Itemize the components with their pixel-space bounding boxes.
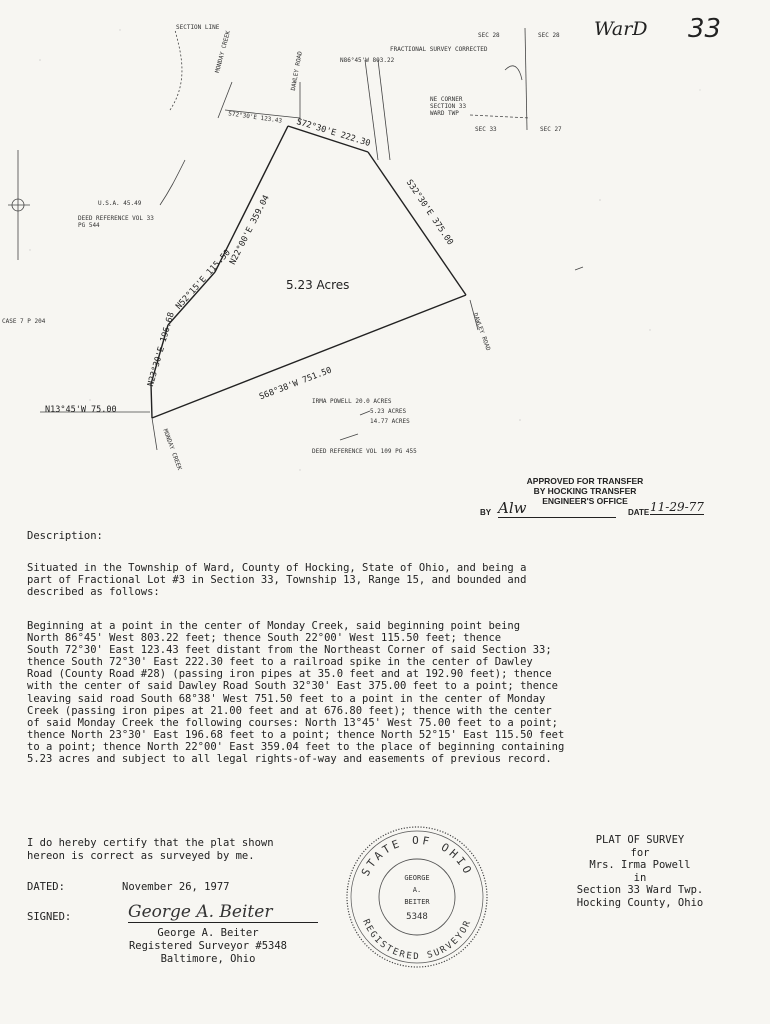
desc-line: of said Monday Creek the following courses: North 13°45' West 75.00 feet to a point;	[27, 716, 559, 729]
case-ref-label: CASE 7 P 204	[2, 318, 46, 325]
desc-line: to a point; thence North 22°00' East 359.04 feet to the place of beginning containing	[27, 740, 565, 753]
surveyor-title: Registered Surveyor #5348	[128, 940, 288, 952]
section-label-33: SEC 33	[475, 126, 497, 133]
sheet-number: 33	[688, 14, 722, 44]
desc-line: part of Fractional Lot #3 in Section 33, Township 13, Range 15, and bounded and	[27, 574, 527, 587]
ward-heading: WarD	[594, 18, 648, 40]
leader-acreage-2	[340, 434, 358, 440]
surveyor-seal	[342, 822, 492, 972]
approval-date-label: DATE	[628, 508, 650, 517]
desc-line: leaving said road South 68°38' West 751.50 feet to a point in the center of Monday	[27, 692, 546, 705]
deed-ref-west-label: DEED REFERENCE VOL 33 PG 544	[78, 215, 154, 229]
east-boundary-line	[368, 152, 466, 295]
section-line-label: SECTION LINE	[176, 24, 220, 31]
west-lower-bearing: N23°30'E 196.68	[146, 311, 177, 388]
approval-signature: Alw	[498, 499, 616, 518]
leader-fractional	[505, 66, 522, 80]
cert-line-2: hereon is correct as surveyed by me.	[27, 850, 255, 862]
dawley-road-label-south: DAWLEY ROAD	[471, 312, 492, 352]
monday-creek-south	[152, 418, 157, 450]
desc-line: South 72°30' East 123.43 feet distant from the Northeast Corner of said Section 33;	[27, 644, 552, 657]
monday-creek-label-top: MONDAY CREEK	[214, 30, 232, 74]
section-label-28b: SEC 28	[538, 32, 560, 39]
seal-center-line-2: A.	[412, 886, 422, 894]
leader-acreage	[360, 411, 370, 415]
south-line-bearing: S68°38'W 751.50	[258, 365, 334, 403]
plat-of-line-1: PLAT OF SURVEY	[595, 834, 685, 846]
north-line-bearing: S72°30'E 222.30	[295, 117, 372, 150]
dawley-road-label-top: DAWLEY ROAD	[290, 50, 304, 92]
creek-tie-bearing: N13°45'W 75.00	[45, 405, 117, 415]
desc-line: North 86°45' West 803.22 feet; thence South 22°00' West 115.50 feet; thence	[27, 632, 502, 645]
section-label-28a: SEC 28	[478, 32, 500, 39]
desc-line: described as follows:	[27, 586, 160, 599]
plat-of-survey-block	[560, 834, 720, 909]
section-label-27: SEC 27	[540, 126, 562, 133]
seal-center-line-1: GEORGE	[404, 874, 430, 882]
plat-of-line-5: Section 33 Ward Twp.	[576, 884, 704, 896]
usa-leader	[160, 160, 185, 205]
cert-line-1: I do hereby certify that the plat shown	[27, 837, 274, 849]
acreage-note-2: 5.23 ACRES	[370, 408, 407, 415]
desc-line: thence South 72°30' East 222.30 feet to a railroad spike in the center of Dawley	[27, 656, 533, 669]
desc-line: Road (County Road #28) (passing iron pipes at 35.0 feet and at 192.90 feet); thence	[27, 668, 552, 681]
desc-line: thence North 23°30' East 196.68 feet to a point; thence North 52°15' East 115.50 feet	[27, 728, 565, 741]
section-line-east	[525, 28, 527, 130]
surveyor-block	[108, 927, 308, 966]
acreage-note-3: 14.77 ACRES	[370, 418, 410, 425]
seal-top-text: STATE OF OHIO	[358, 834, 476, 879]
acreage-label: 5.23 Acres	[286, 278, 350, 292]
deed-ref-south-label: DEED REFERENCE VOL 109 PG 455	[312, 448, 417, 455]
south-boundary-line	[152, 295, 466, 418]
fractional-survey-label: FRACTIONAL SURVEY CORRECTED	[390, 46, 488, 53]
plat-of-line-2: for	[630, 846, 650, 859]
description-paragraph-1	[27, 562, 526, 598]
surveyor-city: Baltimore, Ohio	[160, 953, 256, 965]
surveyor-name: George A. Beiter	[157, 927, 259, 939]
plat-of-line-3: Mrs. Irma Powell	[589, 859, 691, 871]
seal-bottom-text: REGISTERED SURVEYOR	[360, 917, 474, 962]
dated-value: November 26, 1977	[122, 881, 230, 893]
description-heading: Description:	[27, 530, 103, 542]
east-line-bearing: S32°30'E 375.00	[403, 178, 455, 248]
dated-label: DATED:	[27, 881, 65, 893]
desc-line: Beginning at a point in the center of Monday Creek, said beginning point being	[27, 620, 521, 632]
tick-mark	[575, 267, 583, 270]
desc-line: Situated in the Township of Ward, County of Hocking, State of Ohio, and being a	[27, 562, 527, 574]
west-middle-bearing: N52°15'E 115.50	[174, 247, 233, 312]
desc-line: 5.23 acres and subject to all legal rights-of-way and easements of previous record.	[27, 753, 552, 766]
approval-line-1: APPROVED FOR TRANSFER	[526, 476, 644, 486]
seal-center-line-3: BEITER	[404, 898, 430, 906]
n86-bearing-label: N86°45'W 803.22	[340, 57, 395, 64]
desc-line: with the center of said Dawley Road South 32°30' East 375.00 feet to a point; thence	[27, 680, 559, 693]
acreage-note-1: IRMA POWELL 20.0 ACRES	[312, 398, 392, 405]
approval-line-2: BY HOCKING TRANSFER	[533, 486, 637, 496]
sec-line-curve	[170, 30, 182, 110]
approval-date-value: 11-29-77	[650, 500, 704, 514]
plat-of-line-6: Hocking County, Ohio	[576, 896, 704, 909]
ne-corner-label: NE CORNER SECTION 33 WARD TWP	[430, 96, 467, 117]
usa-ref-label: U.S.A. 45.49	[98, 200, 142, 207]
monday-creek-label-south: MONDAY CREEK	[161, 428, 183, 472]
signed-label: SIGNED:	[27, 911, 72, 923]
certification-statement	[27, 837, 274, 863]
approval-by-label: BY	[480, 508, 492, 517]
seal-center-line-4: 5348	[406, 912, 428, 922]
plat-of-line-4: in	[633, 871, 647, 884]
dawley-road-edge-2	[378, 60, 390, 160]
ref-line-top-label: S72°30'E 123.43	[227, 110, 283, 125]
description-paragraph-2	[27, 620, 564, 765]
west-upper-bearing: N22°00'E 359.04	[228, 193, 272, 267]
approval-line-3: ENGINEER'S OFFICE	[542, 496, 628, 506]
surveyor-signature: George A. Beiter	[128, 902, 318, 923]
desc-line: Creek (passing iron pipes at 21.00 feet and at 676.80 feet); thence with the center	[27, 704, 552, 717]
